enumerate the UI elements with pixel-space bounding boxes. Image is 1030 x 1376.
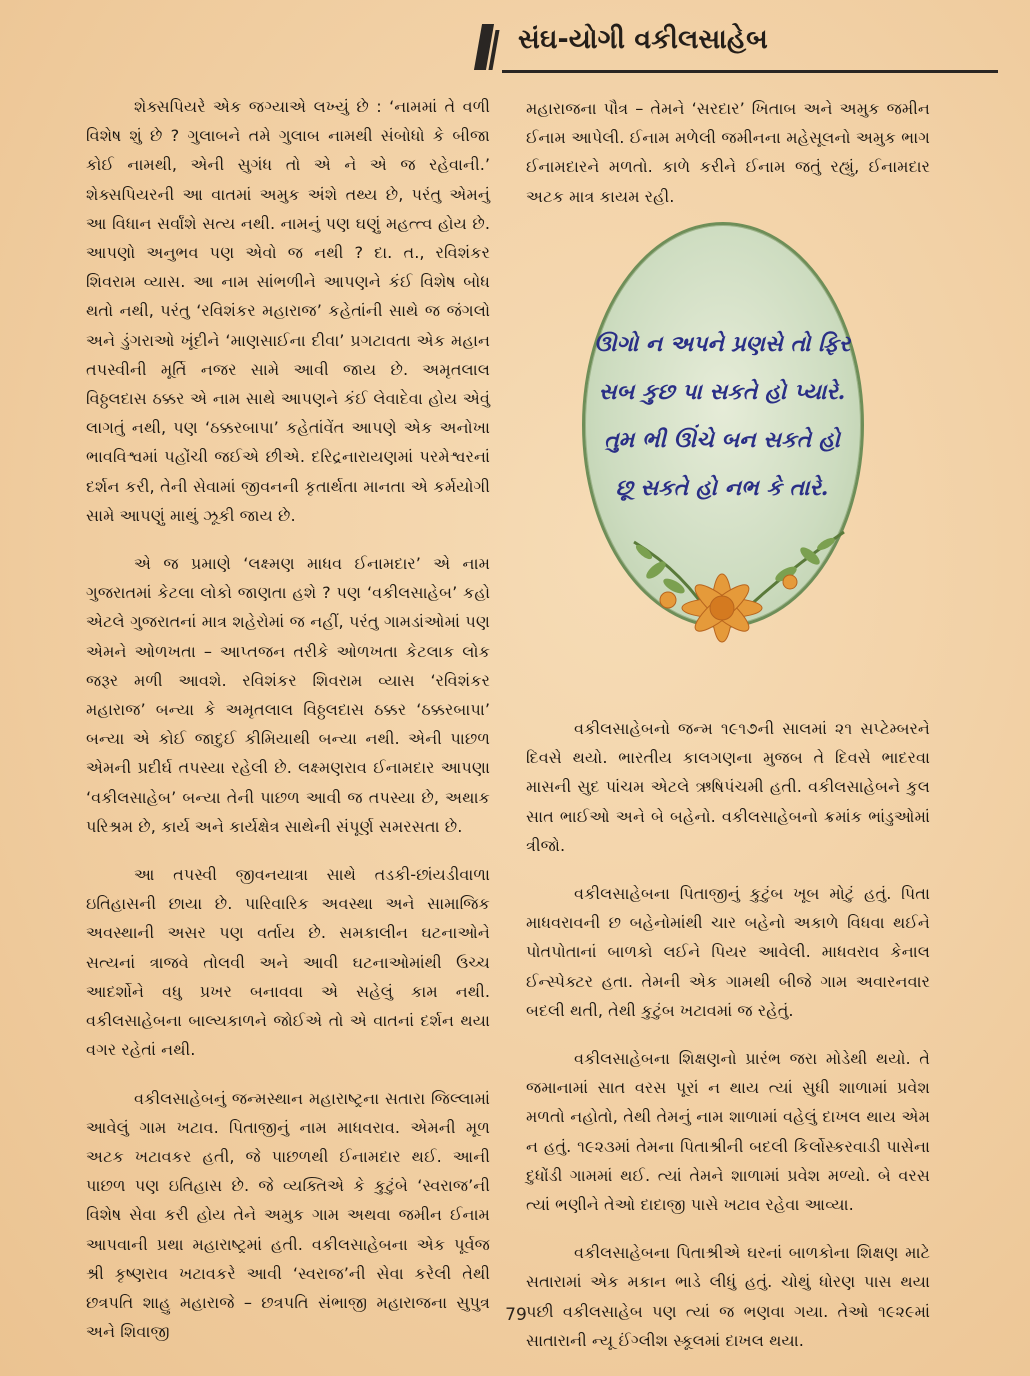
quote-text: [564, 320, 880, 512]
paragraph: એ જ પ્રમાણે ‘લક્ષ્મણ માધવ ઈનામદાર’ એ નામ ગુજરાતમાં કેટલા લોકો જાણતા હશે ? પણ ‘વકીલસાહેબ’ કહો એટલે ગુજરાતનાં માત્ર શહેરોમાં જ નહીં, પરંતુ ગામડાંઓમાં પણ એમને ઓળખતા – આપ્તજન તરીકે ઓળખતા કેટલાક લોક જરૂર મળી આવશે. રવિશંકર શિવરામ વ્યાસ ‘રવિશંકર મહારાજ’ બન્યા કે અમૃતલાલ વિઠ્ઠલદાસ ઠક્કર ‘ઠક્કરબાપા’ બન્યા એ કોઈ જાદુઈ કીમિયાથી બન્યા નથી. એની પાછળ એમની પ્રદીર્ઘ તપસ્યા રહેલી છે. લક્ષ્મણરાવ ઈનામદાર આપણા ‘વકીલસાહેબ’ બન્યા તેની પાછળ આવી જ તપસ્યા છે, અથાક પરિશ્રમ છે, કાર્ય અને કાર્યક્ષેત્ર સાથેની સંપૂર્ણ સમરસતા છે.: [86, 554, 490, 836]
paragraph: આ તપસ્વી જીવનયાત્રા સાથે તડકી-છાંયડીવાળા ઇતિહાસની છાયા છે. પારિવારિક અવસ્થા અને સામાજિક અવસ્થાની અસર પણ વર્તાય છે. સમકાલીન ઘટનાઓને સત્યનાં ત્રાજવે તોલવી અને આવી ઘટનાઓમાંથી ઉચ્ચ આદર્શોને વધુ પ્રખર બનાવવા એ સહેલું કામ નથી. વકીલસાહેબના બાલ્યકાળને જોઈએ તો એ વાતનાં દર્શન થયા વગર રહેતાં નથી.: [86, 865, 490, 1060]
quote-box: [564, 212, 880, 664]
page-number: 79: [505, 1305, 527, 1325]
left-column: [86, 92, 490, 1365]
paragraph: વકીલસાહેબના પિતાશ્રીએ ઘરનાં બાળકોના શિક્ષણ માટે સતારામાં એક મકાન ભાડે લીધું હતું. ચોથું ધોરણ પાસ થયા પછી વકીલસાહેબ પણ ત્યાં જ ભણવા ગયા. તેઓ ૧૯૨૯માં સાતારાની ન્યૂ ઈંગ્લીશ સ્કૂલમાં દાખલ થયા.: [526, 1243, 931, 1350]
quote-line: છૂ સકતે હો નભ કે તારે.: [615, 475, 829, 501]
header-rule: [502, 70, 998, 73]
right-column-top: [526, 94, 930, 230]
paragraph: શેક્સપિયરે એક જગ્યાએ લખ્યું છે : ‘નામમાં તે વળી વિશેષ શું છે ? ગુલાબને તમે ગુલાબ નામથી સંબોધો કે બીજા કોઈ નામથી, એની સુગંધ તો એ ને એ જ રહેવાની.’ શેક્સપિયરની આ વાતમાં અમુક અંશે તથ્ય છે, પરંતુ એમનું આ વિધાન સર્વાંશે સત્ય નથી. નામનું પણ ઘણું મહત્ત્વ હોય છે. આપણો અનુભવ પણ એવો જ નથી ? દા. ત., રવિશંકર શિવરામ વ્યાસ. આ નામ સાંભળીને આપણને કંઈ વિશેષ બોધ થતો નથી, પરંતુ ‘રવિશંકર મહારાજ’ કહેતાંની સાથે જ જંગલો અને ડુંગરાઓ ખૂંદીને ‘માણસાઈના દીવા’ પ્રગટાવતા એક મહાન તપસ્વીની મૂર્તિ નજર સામે આવી જાય છે. અમૃતલાલ વિઠ્ઠલદાસ ઠક્કર એ નામ સાથે આપણને કંઈ લેવાદેવા હોય એવું લાગતું નથી, પણ ‘ઠક્કરબાપા’ કહેતાંવેંત આપણે એક અનોખા ભાવવિશ્વમાં પહોંચી જઈએ છીએ. દરિદ્રનારાયણમાં પરમેશ્વરનાં દર્શન કરી, તેની સેવામાં જીવનની કૃતાર્થતા માનતા એ કર્મયોગી સામે આપણું માથું ઝૂકી જાય છે.: [86, 97, 490, 525]
paragraph: વકીલસાહેબના શિક્ષણનો પ્રારંભ જરા મોડેથી થયો. તે જમાનામાં સાત વરસ પૂરાં ન થાય ત્યાં સુધી શાળામાં પ્રવેશ મળતો નહોતો, તેથી તેમનું નામ શાળામાં વહેલું દાખલ થાય એમ ન હતું. ૧૯૨૩માં તેમના પિતાશ્રીની બદલી કિર્લોસ્કરવાડી પાસેના દુધોંડી ગામમાં થઈ. ત્યાં તેમને શાળામાં પ્રવેશ મળ્યો. બે વરસ ત્યાં ભણીને તેઓ દાદાજી પાસે ખટાવ રહેવા આવ્યા.: [526, 1049, 930, 1215]
page-header: [478, 20, 998, 78]
quote-line: તુમ ભી ઊંચે બન સકતે હો: [604, 427, 840, 453]
paragraph: મહારાજના પૌત્ર – તેમને ‘સરદાર’ ખિતાબ અને અમુક જમીન ઈનામ આપેલી. ઈનામ મળેલી જમીનના મહેસૂલનો અમુક ભાગ ઈનામદારને મળતો. કાળે કરીને ઈનામ જતું રહ્યું, ઈનામદાર અટક માત્ર કાયમ રહી.: [526, 99, 930, 206]
paragraph: વકીલસાહેબના પિતાજીનું કુટુંબ ખૂબ મોટું હતું. પિતા માધવરાવની છ બહેનોમાંથી ચાર બહેનો અકાળે વિધવા થઈને પોતપોતાનાં બાળકો લઈને પિયર આવેલી. માધવરાવ કેનાલ ઈન્સ્પેક્ટર હતા. તેમની એક ગામથી બીજે ગામ અવારનવાર બદલી થતી, તેથી કુટુંબ ખટાવમાં જ રહેતું.: [526, 884, 930, 1020]
quote-line: ઊગો ન અપને પ્રણસે તો ફિર: [593, 331, 851, 357]
floral-decoration-icon: [564, 512, 880, 664]
paragraph: વકીલસાહેબનો જન્મ ૧૯૧૭ની સાલમાં ૨૧ સપ્ટેમ્બરને દિવસે થયો. ભારતીય કાલગણના મુજબ તે દિવસે ભાદરવા માસની સુદ પાંચમ એટલે ઋષિપંચમી હતી. વકીલસાહેબને કુલ સાત ભાઈઓ અને બે બહેનો. વકીલસાહેબનો ક્રમાંક ભાંડુઓમાં ત્રીજો.: [526, 719, 930, 855]
quote-line: સબ કુછ પા સકતે હો પ્યારે.: [598, 379, 846, 405]
right-column-bottom: [526, 714, 930, 1374]
chapter-title: સંઘ-યોગી વકીલસાહેબ: [518, 24, 768, 55]
paragraph: વકીલસાહેબનું જન્મસ્થાન મહારાષ્ટ્રના સતારા જિલ્લામાં આવેલું ગામ ખટાવ. પિતાજીનું નામ માધવરાવ. એમની મૂળ અટક ખટાવકર હતી, જે પાછળથી ઈનામદાર થઈ. આની પાછળ પણ ઇતિહાસ છે. જે વ્યક્તિએ કે કુટુંબે ‘સ્વરાજ’ની વિશેષ સેવા કરી હોય તેને અમુક ગામ અથવા જમીન ઈનામ આપવાની પ્રથા મહારાષ્ટ્રમાં હતી. વકીલસાહેબના એક પૂર્વજ શ્રી કૃષ્ણરાવ ખટાવકરે આવી ‘સ્વરાજ’ની સેવા કરેલી તેથી છત્રપતિ શાહુ મહારાજે – છત્રપતિ સંભાજી મહારાજના સુપુત્ર અને શિવાજી: [86, 1088, 490, 1342]
